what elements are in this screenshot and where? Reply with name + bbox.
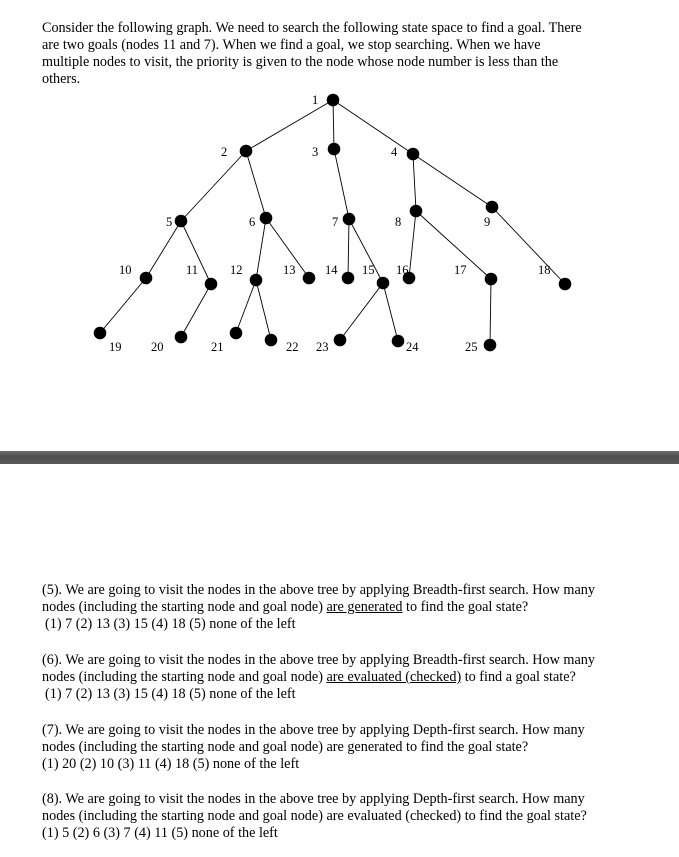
tree-edge-2-5 — [181, 151, 246, 221]
tree-node-23 — [334, 334, 347, 347]
question-number: (5). — [42, 582, 63, 598]
question-6-options: (1) 7 (2) 13 (3) 15 (4) 18 (5) none of the left — [45, 686, 296, 702]
tree-node-label-21: 21 — [211, 340, 224, 354]
tree-edge-11-20 — [181, 284, 211, 337]
tree-node-13 — [303, 272, 316, 285]
tree-node-label-4: 4 — [391, 145, 398, 159]
tree-edge-4-9 — [413, 154, 492, 207]
tree-edge-1-3 — [333, 100, 334, 149]
question-text: We are going to visit the nodes in the above tree by applying Depth-first search. How many — [65, 722, 585, 738]
question-text: to find the goal state? — [402, 599, 529, 615]
tree-node-22 — [265, 334, 278, 347]
tree-node-25 — [484, 339, 497, 352]
tree-node-19 — [94, 327, 107, 340]
tree-edge-12-21 — [236, 280, 256, 333]
tree-edge-15-23 — [340, 283, 383, 340]
tree-node-label-20: 20 — [151, 340, 164, 354]
question-5-line2 — [42, 599, 652, 616]
tree-node-5 — [175, 215, 188, 228]
intro-line: multiple nodes to visit, the priority is given to the node whose node number is less than the — [42, 54, 559, 70]
search-tree-diagram — [0, 0, 679, 420]
tree-edge-1-2 — [246, 100, 333, 151]
question-text: nodes (including the starting node and goal node) — [42, 599, 327, 615]
tree-node-label-7: 7 — [332, 215, 339, 229]
tree-node-17 — [485, 273, 498, 286]
tree-node-8 — [410, 205, 423, 218]
tree-node-label-25: 25 — [465, 340, 478, 354]
question-5 — [42, 582, 652, 633]
tree-node-1 — [327, 94, 340, 107]
tree-node-label-1: 1 — [312, 93, 319, 107]
question-7-line1 — [42, 722, 652, 739]
intro-line: are two goals (nodes 11 and 7). When we find a goal, we stop searching. When we have — [42, 37, 541, 53]
question-number: (8). — [42, 791, 63, 807]
tree-node-label-10: 10 — [119, 263, 132, 277]
tree-node-label-12: 12 — [230, 263, 243, 277]
question-text: We are going to visit the nodes in the above tree by applying Breadth-first search. How many — [65, 582, 595, 598]
tree-node-21 — [230, 327, 243, 340]
tree-node-11 — [205, 278, 218, 291]
question-text: to find a goal state? — [461, 669, 576, 685]
tree-edge-3-7 — [334, 149, 349, 219]
tree-node-12 — [250, 274, 263, 287]
underlined-phrase: are generated — [326, 599, 403, 615]
underlined-phrase: are evaluated (checked) — [326, 669, 462, 685]
tree-node-24 — [392, 335, 405, 348]
question-5-options: (1) 7 (2) 13 (3) 15 (4) 18 (5) none of the left — [45, 616, 296, 632]
tree-node-7 — [343, 213, 356, 226]
tree-node-label-16: 16 — [396, 263, 409, 277]
question-7 — [42, 722, 652, 773]
intro-line: Consider the following graph. We need to search the following state space to find a goal. There — [42, 20, 582, 36]
tree-node-label-13: 13 — [283, 263, 296, 277]
tree-node-label-6: 6 — [249, 215, 256, 229]
tree-node-label-8: 8 — [395, 215, 402, 229]
question-number: (6). — [42, 652, 63, 668]
tree-node-6 — [260, 212, 273, 225]
question-text: We are going to visit the nodes in the above tree by applying Breadth-first search. How many — [65, 652, 595, 668]
tree-node-label-19: 19 — [109, 340, 122, 354]
question-8-options: (1) 5 (2) 6 (3) 7 (4) 11 (5) none of the left — [42, 825, 278, 841]
tree-edge-10-19 — [100, 278, 146, 333]
tree-node-10 — [140, 272, 153, 285]
question-number: (7). — [42, 722, 63, 738]
page-separator-bar — [0, 451, 679, 464]
tree-node-label-2: 2 — [221, 145, 228, 159]
tree-node-3 — [328, 143, 341, 156]
tree-node-15 — [377, 277, 390, 290]
tree-edge-1-4 — [333, 100, 413, 154]
tree-node-label-15: 15 — [362, 263, 375, 277]
question-8 — [42, 791, 652, 842]
tree-edge-6-12 — [256, 218, 266, 280]
question-7-options: (1) 20 (2) 10 (3) 11 (4) 18 (5) none of the left — [42, 756, 300, 772]
tree-edge-9-18 — [492, 207, 565, 284]
question-5-line1 — [42, 582, 652, 599]
question-7-line2: nodes (including the starting node and goal node) are generated to find the goal state? — [42, 739, 529, 755]
tree-node-2 — [240, 145, 253, 158]
tree-edge-2-6 — [246, 151, 266, 218]
tree-node-label-11: 11 — [186, 263, 199, 277]
question-8-line2: nodes (including the starting node and goal node) are evaluated (checked) to find the goal state? — [42, 808, 587, 824]
tree-edge-8-16 — [409, 211, 416, 278]
tree-node-label-18: 18 — [538, 263, 551, 277]
tree-edge-4-8 — [413, 154, 416, 211]
tree-node-18 — [559, 278, 572, 291]
tree-node-label-5: 5 — [166, 215, 173, 229]
tree-edge-15-24 — [383, 283, 398, 341]
tree-node-label-14: 14 — [325, 263, 338, 277]
question-6-line1 — [42, 652, 652, 669]
tree-edge-5-10 — [146, 221, 181, 278]
question-text: nodes (including the starting node and goal node) — [42, 669, 327, 685]
tree-node-4 — [407, 148, 420, 161]
tree-node-label-23: 23 — [316, 340, 329, 354]
tree-node-label-24: 24 — [406, 340, 419, 354]
tree-node-label-22: 22 — [286, 340, 299, 354]
tree-edge-12-22 — [256, 280, 271, 340]
question-8-line1 — [42, 791, 652, 808]
intro-line: others. — [42, 71, 81, 87]
tree-node-label-17: 17 — [454, 263, 467, 277]
tree-edge-17-25 — [490, 279, 491, 345]
tree-node-label-9: 9 — [484, 215, 491, 229]
tree-node-label-3: 3 — [312, 145, 319, 159]
question-6 — [42, 652, 652, 703]
tree-node-9 — [486, 201, 499, 214]
question-6-line2 — [42, 669, 652, 686]
tree-node-14 — [342, 272, 355, 285]
tree-node-20 — [175, 331, 188, 344]
tree-edge-7-14 — [348, 219, 349, 278]
question-text: We are going to visit the nodes in the above tree by applying Depth-first search. How many — [65, 791, 585, 807]
